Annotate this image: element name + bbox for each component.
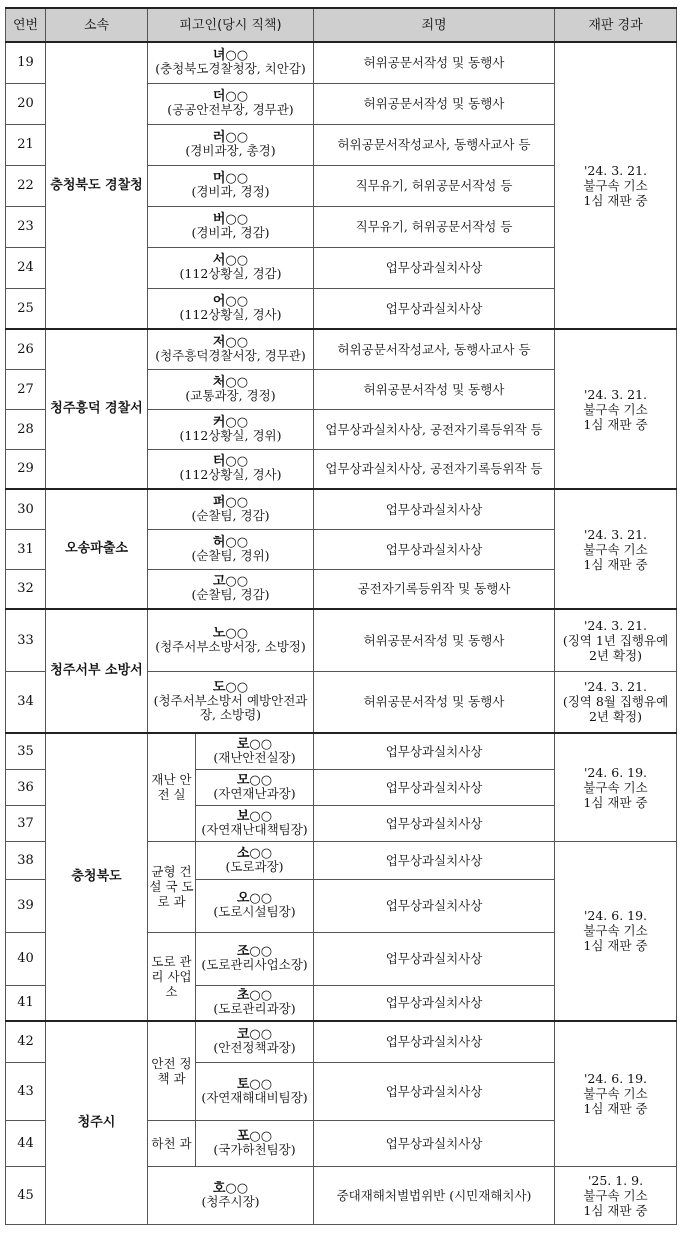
defendant-cell [196, 769, 314, 805]
defendant-position: (청주시장) [201, 1193, 260, 1209]
defendant-position: (청주서부소방서장, 소방정) [155, 638, 306, 654]
charge-cell: 업무상과실치사상 [314, 247, 555, 288]
sub-dept-disaster-office: 재난 안전 실 [148, 733, 196, 841]
defendant-name: 러○○ [212, 130, 249, 145]
status-cell: '24. 3. 21. 불구속 기소 1심 재판 중 [555, 489, 677, 609]
row-no: 25 [6, 288, 46, 329]
table-row [6, 42, 677, 83]
defendant-position: (공공안전부장, 경무관) [167, 102, 294, 117]
defendant-position: (도로관리과장) [213, 1001, 296, 1017]
defendant-table [5, 7, 677, 1225]
charge-cell: 허위공문서작성교사, 동행사교사 등 [314, 124, 555, 165]
charge-cell: 업무상과실치사상 [314, 932, 555, 985]
header-charge: 죄명 [314, 8, 555, 42]
defendant-name: 터○○ [212, 454, 249, 470]
charge-cell: 허위공문서작성 및 동행사 [314, 671, 555, 733]
defendant-cell [148, 449, 314, 489]
row-no: 23 [6, 206, 46, 247]
charge-cell: 중대재해처벌법위반 (시민재해치사) [314, 1166, 555, 1224]
defendant-position: (경비과장, 총경) [185, 143, 276, 158]
row-no: 43 [6, 1062, 46, 1120]
charge-cell: 공전자기록등위작 및 동행사 [314, 569, 555, 609]
defendant-name: 보○○ [236, 808, 273, 824]
defendant-name: 버○○ [212, 212, 249, 227]
defendant-name: 토○○ [236, 1076, 273, 1092]
defendant-name: 저○○ [212, 334, 249, 350]
defendant-position: (순찰팀, 경위) [191, 547, 270, 563]
defendant-cell [148, 42, 314, 83]
defendant-position: (경비과, 경정) [191, 184, 270, 199]
charge-cell: 업무상과실치사상 [314, 805, 555, 841]
defendant-name: 모○○ [236, 772, 273, 788]
defendant-position: (112상황실, 경사) [179, 467, 282, 483]
defendant-cell [196, 1062, 314, 1120]
defendant-name: 어○○ [212, 293, 249, 309]
defendant-cell [148, 165, 314, 206]
defendant-name: 초○○ [236, 988, 273, 1004]
row-no: 40 [6, 932, 46, 985]
defendant-position: (순찰팀, 경감) [191, 507, 270, 523]
row-no: 31 [6, 529, 46, 569]
org-cheongju-city: 청주시 [46, 1021, 148, 1224]
defendant-name: 더○○ [212, 89, 249, 104]
header-row [6, 8, 677, 42]
defendant-name: 머○○ [212, 171, 249, 186]
row-no: 45 [6, 1166, 46, 1224]
charge-cell: 업무상과실치사상 [314, 733, 555, 769]
row-no: 39 [6, 879, 46, 932]
row-no: 42 [6, 1021, 46, 1062]
row-no: 30 [6, 489, 46, 529]
status-cell: '24. 3. 21. (징역 1년 집행유예 2년 확정) [555, 609, 677, 671]
row-no: 37 [6, 805, 46, 841]
charge-cell: 업무상과실치사상 [314, 879, 555, 932]
defendant-cell [148, 409, 314, 449]
defendant-cell [148, 83, 314, 124]
charge-cell: 업무상과실치사상 [314, 1120, 555, 1166]
defendant-name: 처○○ [212, 374, 249, 390]
charge-cell: 업무상과실치사상 [314, 1062, 555, 1120]
defendant-name: 조○○ [236, 944, 273, 959]
status-cell: '25. 1. 9. 불구속 기소 1심 재판 중 [555, 1166, 677, 1224]
status-cell: '24. 6. 19. 불구속 기소 1심 재판 중 [555, 841, 677, 1021]
defendant-name: 포○○ [236, 1128, 273, 1144]
defendant-name: 오○○ [236, 891, 273, 906]
charge-cell: 업무상과실치사상 [314, 489, 555, 529]
org-chungbuk-province: 충청북도 [46, 733, 148, 1021]
status-cell: '24. 6. 19. 불구속 기소 1심 재판 중 [555, 733, 677, 841]
defendant-position: (충청북도경찰청장, 치안감) [155, 61, 306, 77]
status-cell: '24. 3. 21. (징역 8월 집행유예 2년 확정) [555, 671, 677, 733]
defendant-position: (도로관리사업소장) [201, 957, 308, 972]
defendant-position: (청주서부소방서 예방안전과장, 소방령) [153, 693, 308, 723]
charge-cell: 허위공문서작성교사, 동행사교사 등 [314, 329, 555, 369]
charge-cell: 업무상과실치사상 [314, 769, 555, 805]
row-no: 41 [6, 985, 46, 1021]
row-no: 27 [6, 369, 46, 409]
org-osong-police-box: 오송파출소 [46, 489, 148, 609]
header-defendant: 피고인(당시 직책) [148, 8, 314, 42]
table-row [6, 489, 677, 529]
row-no: 21 [6, 124, 46, 165]
header-no: 연번 [6, 8, 46, 42]
charge-cell: 업무상과실치사상 [314, 1021, 555, 1062]
defendant-position: (112상황실, 경사) [179, 306, 282, 322]
charge-cell: 허위공문서작성 및 동행사 [314, 609, 555, 671]
header-affil: 소속 [46, 8, 148, 42]
defendant-cell [196, 805, 314, 841]
defendant-position: (도로과장) [225, 858, 284, 874]
header-status: 재판 경과 [555, 8, 677, 42]
defendant-name: 고○○ [212, 574, 249, 590]
status-cell: '24. 3. 21. 불구속 기소 1심 재판 중 [555, 329, 677, 489]
row-no: 22 [6, 165, 46, 206]
defendant-cell [148, 206, 314, 247]
defendant-cell [148, 288, 314, 329]
status-cell: '24. 6. 19. 불구속 기소 1심 재판 중 [555, 1021, 677, 1166]
row-no: 44 [6, 1120, 46, 1166]
defendant-position: (경비과, 경감) [191, 225, 270, 240]
defendant-name: 허○○ [212, 534, 249, 550]
row-no: 24 [6, 247, 46, 288]
defendant-position: (순찰팀, 경감) [191, 587, 270, 603]
row-no: 20 [6, 83, 46, 124]
defendant-name: 코○○ [236, 1027, 273, 1043]
org-seobu-fire-station: 청주서부 소방서 [46, 609, 148, 733]
row-no: 34 [6, 671, 46, 733]
defendant-name: 도○○ [212, 680, 249, 696]
defendant-position: (안전정책과장) [213, 1040, 296, 1056]
table-row [6, 1021, 677, 1062]
charge-cell: 직무유기, 허위공문서작성 등 [314, 165, 555, 206]
defendant-name: 커○○ [212, 414, 249, 430]
defendant-name: 호○○ [212, 1180, 249, 1196]
defendant-position: (112상황실, 경감) [179, 266, 282, 281]
defendant-table-container [5, 7, 676, 1225]
sub-dept-safety-policy: 안전 정책 과 [148, 1021, 196, 1120]
row-no: 28 [6, 409, 46, 449]
defendant-position: (자연재해대비팀장) [201, 1089, 308, 1105]
sub-dept-road-bureau: 균형 건설 국 도로 과 [148, 841, 196, 932]
defendant-cell [148, 671, 314, 733]
defendant-cell [196, 841, 314, 879]
defendant-cell [196, 932, 314, 985]
defendant-name: 퍼○○ [212, 494, 249, 510]
sub-dept-river: 하천 과 [148, 1120, 196, 1166]
defendant-name: 소○○ [236, 845, 273, 861]
table-row [6, 609, 677, 671]
defendant-position: (교통과장, 경정) [185, 387, 276, 403]
defendant-cell [148, 609, 314, 671]
defendant-cell [148, 569, 314, 609]
defendant-name: 서○○ [212, 253, 249, 268]
defendant-cell [148, 489, 314, 529]
charge-cell: 허위공문서작성 및 동행사 [314, 369, 555, 409]
defendant-position: (도로시설팀장) [213, 904, 296, 919]
charge-cell: 업무상과실치사상, 공전자기록등위작 등 [314, 409, 555, 449]
row-no: 29 [6, 449, 46, 489]
status-cell: '24. 3. 21. 불구속 기소 1심 재판 중 [555, 42, 677, 329]
defendant-position: (국가하천팀장) [213, 1141, 296, 1157]
defendant-cell [148, 1166, 314, 1224]
table-row [6, 329, 677, 369]
defendant-cell [148, 529, 314, 569]
charge-cell: 업무상과실치사상 [314, 288, 555, 329]
charge-cell: 업무상과실치사상 [314, 529, 555, 569]
charge-cell: 직무유기, 허위공문서작성 등 [314, 206, 555, 247]
defendant-position: (자연재난과장) [213, 785, 296, 801]
row-no: 19 [6, 42, 46, 83]
defendant-position: (112상황실, 경위) [179, 427, 282, 443]
charge-cell: 업무상과실치사상 [314, 985, 555, 1021]
row-no: 36 [6, 769, 46, 805]
sub-dept-road-office: 도로 관리 사업 소 [148, 932, 196, 1021]
defendant-cell [196, 879, 314, 932]
charge-cell: 업무상과실치사상, 공전자기록등위작 등 [314, 449, 555, 489]
defendant-cell [148, 329, 314, 369]
charge-cell: 업무상과실치사상 [314, 841, 555, 879]
row-no: 35 [6, 733, 46, 769]
defendant-name: 노○○ [212, 625, 249, 641]
defendant-cell [148, 124, 314, 165]
row-no: 32 [6, 569, 46, 609]
row-no: 26 [6, 329, 46, 369]
org-heungdeok-police: 청주흥덕 경찰서 [46, 329, 148, 489]
org-chungbuk-police: 충청북도 경찰청 [46, 42, 148, 329]
defendant-position: (청주흥덕경찰서장, 경무관) [155, 347, 306, 363]
table-row [6, 733, 677, 769]
defendant-cell [196, 1021, 314, 1062]
charge-cell: 허위공문서작성 및 동행사 [314, 42, 555, 83]
charge-cell: 허위공문서작성 및 동행사 [314, 83, 555, 124]
row-no: 33 [6, 609, 46, 671]
defendant-position: (자연재난대책팀장) [201, 821, 308, 837]
defendant-position: (재난안전실장) [213, 749, 296, 765]
defendant-cell [148, 369, 314, 409]
defendant-cell [148, 247, 314, 288]
defendant-name: 로○○ [236, 736, 273, 752]
defendant-cell [196, 1120, 314, 1166]
defendant-cell [196, 733, 314, 769]
defendant-name: 녀○○ [212, 48, 249, 64]
row-no: 38 [6, 841, 46, 879]
defendant-cell [196, 985, 314, 1021]
